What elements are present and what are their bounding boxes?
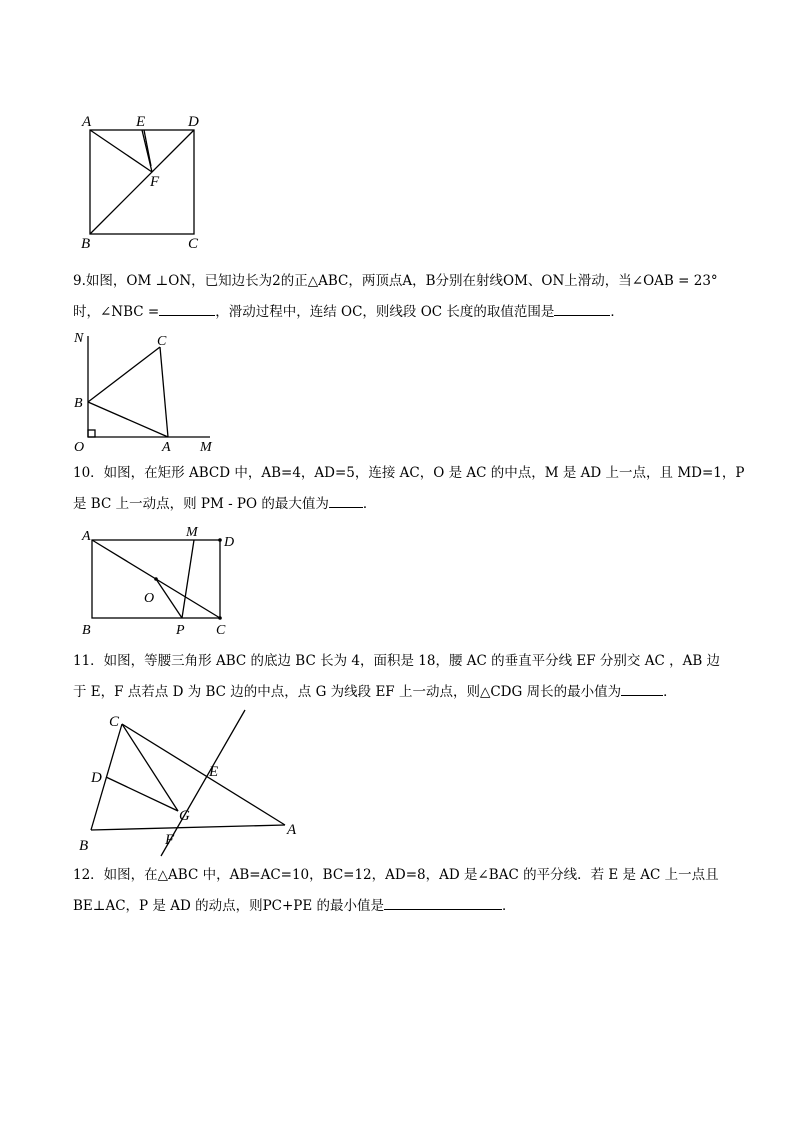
q11-line2-a: 于 E，F 点若点 D 为 BC 边的中点，点 G 为线段 EF 上一动点，则△CDG 周长的最小值为 (73, 684, 622, 700)
q11-line1: 11．如图，等腰三角形 ABC 的底边 BC 长为 4，面积是 18，腰 AC 的垂直平分线 EF 分别交 AC ，AB 边 (73, 653, 721, 669)
side-ab (91, 825, 285, 830)
q10-line2 (73, 489, 733, 520)
label-d: D (91, 770, 102, 786)
label-n: N (74, 331, 84, 346)
question-9 (73, 266, 733, 328)
side-ab (88, 402, 168, 437)
q11-line2-b: ． (663, 684, 677, 700)
q9-line2-c: ． (610, 304, 624, 320)
q12-line2-a: BE⊥AC，P 是 AD 的动点，则PC+PE 的最小值是 (73, 898, 385, 914)
label-o: O (144, 591, 155, 606)
label-f: F (165, 832, 175, 848)
label-a: A (82, 529, 91, 544)
figure-q9 (70, 330, 220, 455)
side-ca (160, 347, 168, 437)
figure-q8 (78, 110, 208, 255)
label-o: O (74, 440, 85, 455)
q12-line2 (73, 891, 733, 922)
q9-line2-a: 时，∠NBC = (73, 304, 160, 320)
point-c (218, 616, 222, 620)
q11-line2 (73, 677, 733, 708)
label-a: A (82, 114, 92, 130)
segment-af (90, 130, 152, 172)
figure-q11 (75, 710, 315, 860)
side-ca (122, 724, 285, 825)
q10-blank[interactable] (329, 493, 363, 508)
label-d: D (224, 535, 235, 550)
q12-blank[interactable] (384, 895, 502, 910)
question-10 (73, 458, 745, 520)
q9-line2 (73, 297, 733, 328)
label-d: D (188, 114, 199, 130)
label-b: B (74, 396, 83, 411)
q11-blank[interactable] (621, 681, 663, 696)
diagonal-bd (90, 130, 194, 234)
q12-line1: 12．如图，在△ABC 中，AB=AC=10，BC=12，AD=8，AD 是∠BAC 的平分线．若 E 是 AC 上一点且 (73, 867, 719, 883)
question-12 (73, 860, 733, 922)
label-m: M (200, 440, 212, 455)
right-angle-mark (88, 430, 95, 437)
q12-line2-b: ． (502, 898, 516, 914)
label-c: C (188, 236, 199, 252)
segment-op (156, 579, 182, 618)
q9-line2-b: ，滑动过程中，连结 OC，则线段 OC 长度的取值范围是 (215, 304, 555, 320)
label-b: B (82, 623, 91, 638)
label-c: C (157, 334, 167, 349)
q9-blank-2[interactable] (554, 301, 610, 316)
label-p: P (176, 623, 185, 638)
label-m: M (186, 525, 198, 540)
q10-line1: 10．如图，在矩形 ABCD 中，AB=4，AD=5，连接 AC，O 是 AC 的中点，M 是 AD 上一点，且 MD=1，P (73, 465, 745, 481)
label-a: A (162, 440, 171, 455)
label-b: B (79, 838, 89, 854)
label-c: C (216, 623, 226, 638)
side-bc (88, 347, 160, 402)
figure-q10 (78, 522, 248, 642)
label-e: E (136, 114, 146, 130)
label-g: G (179, 808, 190, 824)
label-f: F (150, 174, 160, 190)
point-o (154, 577, 158, 581)
q9-line1: 9.如图，OM ⊥ON，已知边长为2的正△ABC，两顶点A，B分别在射线OM、ON上滑动，当∠OAB = 23° (73, 273, 718, 289)
q10-line2-b: ． (362, 496, 377, 512)
label-a: A (287, 822, 297, 838)
q9-blank-1[interactable] (159, 301, 215, 316)
q10-line2-a: 是 BC 上一动点，则 PM - PO 的最大值为 (73, 496, 329, 512)
label-b: B (81, 236, 91, 252)
point-d (218, 538, 222, 542)
label-c: C (109, 714, 120, 730)
segment-ef-inner (144, 130, 151, 166)
label-e: E (209, 764, 219, 780)
segment-mp (182, 540, 194, 618)
question-11 (73, 646, 733, 708)
